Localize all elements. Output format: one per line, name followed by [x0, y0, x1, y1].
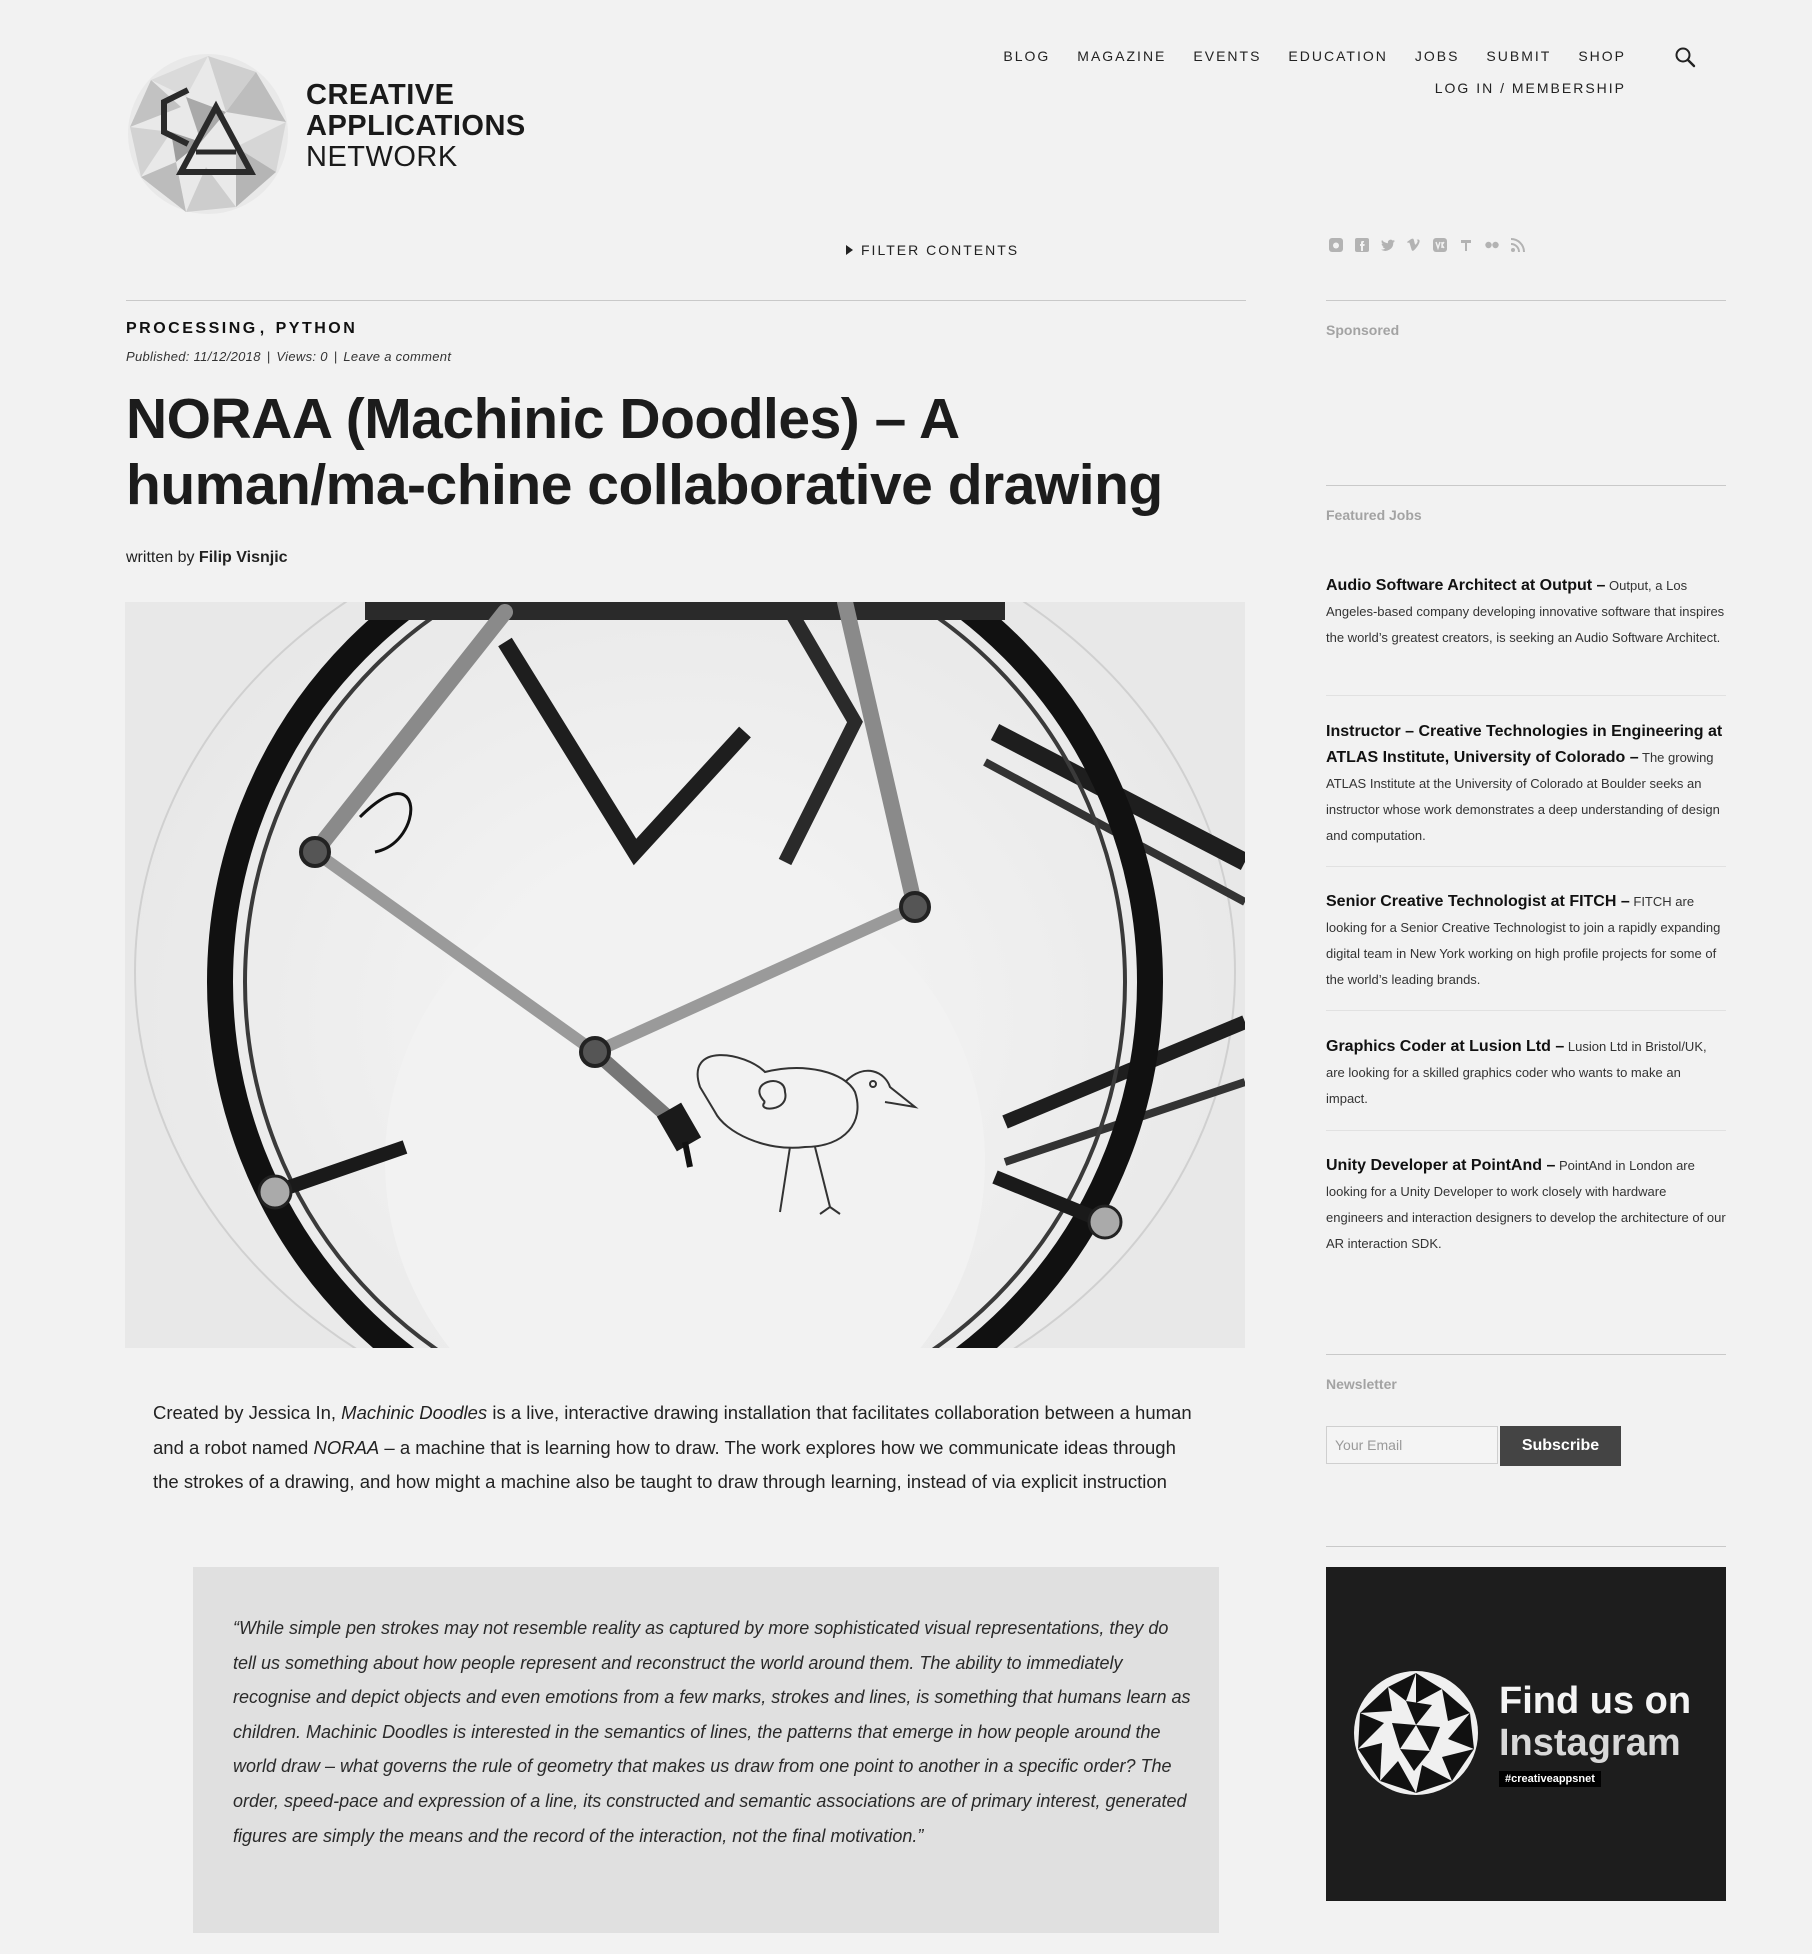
- logo-wordmark: [306, 80, 526, 173]
- nav-blog[interactable]: BLOG: [1003, 48, 1051, 64]
- job-item[interactable]: [1326, 1034, 1726, 1112]
- job-desc: Lusion Ltd in Bristol/UK, are looking for a skilled graphics coder who wants to make an impact.: [1326, 1039, 1707, 1106]
- logo-line-1: CREATIVE: [306, 79, 455, 111]
- pinterest-icon[interactable]: [1457, 236, 1475, 254]
- job-title[interactable]: Audio Software Architect at Output –: [1326, 577, 1606, 594]
- logo-line-2: APPLICATIONS: [306, 110, 526, 142]
- blockquote-text: “While simple pen strokes may not resemble reality as captured by more sophisticated visual representations, they do tell us something about how people represent and reconstruct the world around them. The ability to immediately recognise and depict objects and even emotions from a few marks, strokes and lines, is something that humans learn as children. Machinic Doodles is interested in the semantics of lines, the patterns that emerge in how people around the world draw – what governs the rule of geometry that makes us draw from one point to another in a specific order? The order, speed-pace and expression of a line, its constructed and semantic associations are of primary interest, generated figures are simply the means and the record of the interaction, not the final motivation.”: [233, 1618, 1191, 1846]
- intro-emphasis-2: NORAA: [313, 1436, 380, 1458]
- job-title[interactable]: Unity Developer at PointAnd –: [1326, 1157, 1556, 1174]
- intro-part-1: Created by Jessica In,: [153, 1402, 342, 1423]
- facebook-icon[interactable]: [1353, 236, 1371, 254]
- sidebar-divider: [1326, 485, 1726, 486]
- vimeo-icon[interactable]: [1405, 236, 1423, 254]
- sidebar-divider: [1326, 1354, 1726, 1355]
- category-python[interactable]: PYTHON: [275, 320, 358, 337]
- job-desc: The growing ATLAS Institute at the University of Colorado at Boulder seeks an instructor whose work demonstrates a deep understanding of design and computation.: [1326, 750, 1720, 843]
- article-intro: [153, 1396, 1203, 1500]
- intro-part-2: is a live, interactive drawing installation that facilitates collaboration between a human and a robot named: [153, 1402, 1192, 1458]
- sidebar-divider: [1326, 1546, 1726, 1547]
- intro-part-3: – a machine that is learning how to draw. The work explores how we communicate ideas through the strokes of a drawing, and how might a machine also be taught to draw through learning, instead of via explicit instruction: [153, 1436, 1176, 1492]
- filter-contents-toggle[interactable]: [846, 242, 1019, 258]
- site-logo[interactable]: [126, 52, 546, 222]
- job-title[interactable]: Graphics Coder at Lusion Ltd –: [1326, 1038, 1565, 1055]
- newsletter-email-input[interactable]: [1326, 1426, 1498, 1464]
- instagram-icon[interactable]: [1327, 236, 1345, 254]
- sidebar-divider: [1326, 300, 1726, 301]
- job-divider: [1326, 1130, 1726, 1131]
- nav-submit[interactable]: SUBMIT: [1486, 48, 1552, 64]
- filter-label: FILTER CONTENTS: [861, 242, 1020, 258]
- flickr-icon[interactable]: [1483, 236, 1501, 254]
- job-item[interactable]: [1326, 1153, 1726, 1257]
- logo-line-3: NETWORK: [306, 141, 458, 173]
- publish-date: Published: 11/12/2018: [126, 349, 261, 364]
- hero-image: [125, 602, 1245, 1348]
- intro-emphasis-1: Machinic Doodles: [341, 1402, 488, 1423]
- article-meta: Published: 11/12/2018 | Views: 0 | Leave a comment: [126, 349, 452, 364]
- job-item[interactable]: [1326, 889, 1726, 993]
- nav-shop[interactable]: SHOP: [1578, 48, 1626, 64]
- job-divider: [1326, 695, 1726, 696]
- job-title[interactable]: Instructor – Creative Technologies in Engineering at ATLAS Institute, University of Colorado –: [1326, 723, 1723, 766]
- nav-login-membership[interactable]: LOG IN / MEMBERSHIP: [1434, 80, 1626, 96]
- view-count: Views: 0: [276, 349, 328, 364]
- job-desc: Output, a Los Angeles-based company developing innovative software that inspires the world’s greatest creators, is seeking an Audio Software Architect.: [1326, 578, 1725, 645]
- author-link[interactable]: Filip Visnjic: [198, 549, 288, 566]
- twitter-icon[interactable]: [1379, 236, 1397, 254]
- newsletter-label: Newsletter: [1326, 1376, 1397, 1392]
- article-byline: [126, 549, 288, 567]
- subscribe-button[interactable]: Subscribe: [1500, 1426, 1621, 1466]
- instagram-geodesic-icon: [1352, 1669, 1480, 1797]
- job-desc: PointAnd in London are looking for a Unity Developer to work closely with hardware engineers and interaction designers to develop the architecture of our AR interaction SDK.: [1326, 1158, 1726, 1251]
- featured-jobs-label: Featured Jobs: [1326, 507, 1422, 523]
- job-title[interactable]: Senior Creative Technologist at FITCH –: [1326, 893, 1630, 910]
- job-divider: [1326, 1010, 1726, 1011]
- vk-icon[interactable]: [1431, 236, 1449, 254]
- article-title: NORAA (Machinic Doodles) – A human/ma-chine collaborative drawing: [126, 387, 1163, 517]
- job-item[interactable]: [1326, 719, 1726, 849]
- nav-events[interactable]: EVENTS: [1193, 48, 1262, 64]
- leave-comment-link[interactable]: Leave a comment: [343, 349, 452, 364]
- search-icon[interactable]: [1674, 46, 1696, 68]
- job-item[interactable]: [1326, 573, 1726, 651]
- nav-jobs[interactable]: JOBS: [1414, 48, 1460, 64]
- instagram-hashtag: #creativeappsnet: [1499, 1771, 1601, 1787]
- article-blockquote: [193, 1567, 1219, 1933]
- instagram-heading-1: Find us on: [1499, 1680, 1692, 1722]
- drawing-robot-illustration: [125, 602, 1245, 1348]
- nav-magazine[interactable]: MAGAZINE: [1077, 48, 1167, 64]
- main-nav: [976, 48, 1626, 64]
- triangle-right-icon: [846, 245, 853, 255]
- instagram-promo[interactable]: [1326, 1567, 1726, 1901]
- instagram-heading-2: Instagram: [1499, 1722, 1681, 1764]
- logo-mark-icon: [126, 52, 290, 216]
- job-desc: FITCH are looking for a Senior Creative Technologist to join a rapidly expanding digital team in New York working on high profile projects for some of the world’s leading brands.: [1326, 894, 1721, 987]
- job-divider: [1326, 866, 1726, 867]
- article-categories: PROCESSING , PYTHON: [126, 320, 358, 337]
- sponsored-label: Sponsored: [1326, 322, 1400, 338]
- category-processing[interactable]: PROCESSING: [126, 320, 258, 337]
- social-links: [1327, 236, 1527, 254]
- rss-icon[interactable]: [1509, 236, 1527, 254]
- content-divider: [126, 300, 1246, 301]
- nav-education[interactable]: EDUCATION: [1288, 48, 1388, 64]
- byline-prefix: written by: [126, 549, 195, 566]
